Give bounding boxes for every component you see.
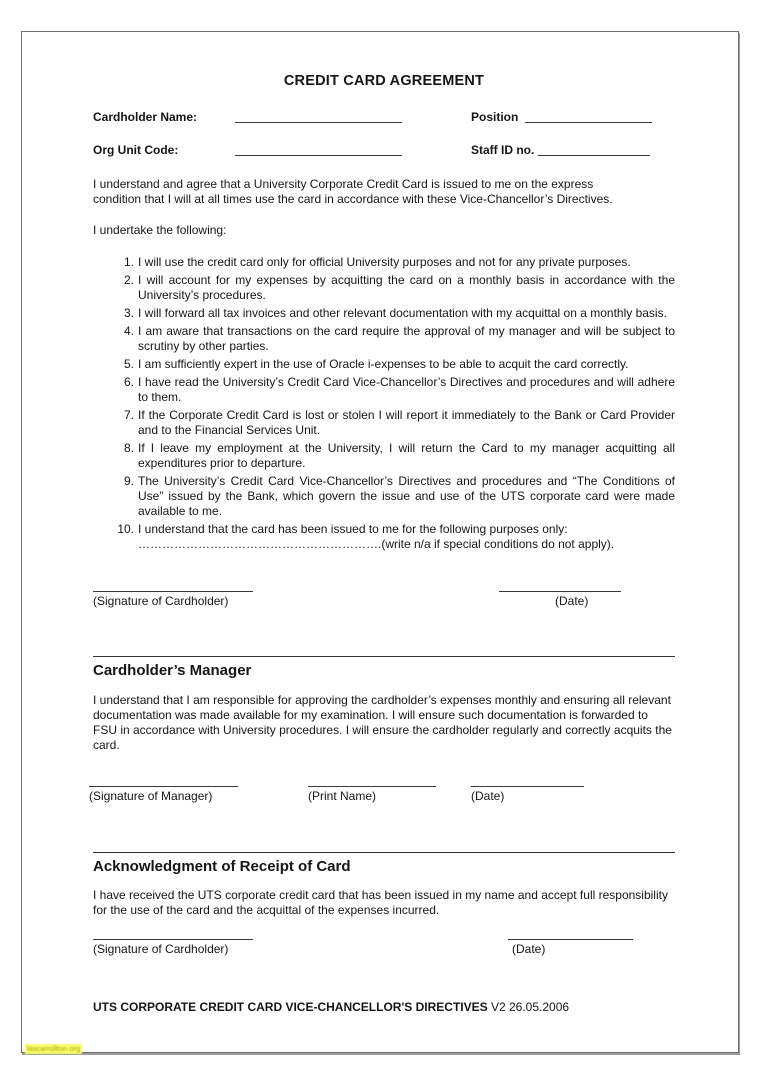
list-item-text: I will use the credit card only for official University purposes and not for any private purposes. xyxy=(138,255,631,269)
list-item xyxy=(93,408,675,438)
header-field-row-2 xyxy=(93,141,675,158)
list-item-text: I will forward all tax invoices and other relevant documentation with my acquittal on a monthly basis. xyxy=(138,306,667,320)
date-block xyxy=(471,779,584,804)
list-item xyxy=(93,255,675,270)
date-line xyxy=(508,932,633,940)
print-name-label: (Print Name) xyxy=(308,789,377,803)
cardholder-signature-block xyxy=(93,584,253,609)
list-item-text: I am aware that transactions on the card require the approval of my manager and will be subject to scrutiny by other parties. xyxy=(138,324,675,353)
signature-of-manager-label: (Signature of Manager) xyxy=(89,789,213,803)
list-item-text: If the Corporate Credit Card is lost or stolen I will report it immediately to the Bank or Card Provider and to the Financial Services Unit. xyxy=(138,408,675,437)
acknowledgment-section xyxy=(93,852,675,957)
list-item-number: 4. xyxy=(123,324,134,338)
manager-signature-row xyxy=(89,779,675,804)
list-item-number: 3. xyxy=(123,306,134,320)
position-field-line xyxy=(525,122,652,123)
document-footer xyxy=(93,1000,675,1015)
manager-section xyxy=(89,656,675,804)
cardholder-name-label: Cardholder Name: xyxy=(93,110,198,124)
list-item-number: 10. xyxy=(117,522,134,536)
list-item-number: 6. xyxy=(123,375,134,389)
date-line xyxy=(471,779,584,787)
date-line xyxy=(499,584,621,592)
date-block xyxy=(499,584,621,609)
list-item xyxy=(93,324,675,354)
list-item xyxy=(93,474,675,519)
footer-directive-title: UTS CORPORATE CREDIT CARD VICE-CHANCELLOR'S DIRECTIVES xyxy=(93,1000,488,1014)
undertakings-list xyxy=(93,255,675,552)
org-unit-code-label: Org Unit Code: xyxy=(93,143,179,157)
special-conditions-dotted-line: …………………………………………………….(write n/a if special conditions do not apply). xyxy=(138,537,615,551)
list-item-text: I understand that the card has been issued to me for the following purposes only: xyxy=(138,522,568,536)
acknowledgment-signature-row xyxy=(93,932,675,957)
list-item-text: I have read the University’s Credit Card Vice-Chancellor’s Directives and procedures and will adhere to them. xyxy=(138,375,675,404)
cardholder-name-field-line xyxy=(235,122,402,123)
staff-id-field-line xyxy=(538,155,650,156)
acknowledgment-section-heading: Acknowledgment of Receipt of Card xyxy=(93,858,351,875)
list-item xyxy=(93,375,675,405)
list-item xyxy=(93,306,675,321)
print-name-block xyxy=(308,779,436,804)
document-page xyxy=(21,31,739,1053)
undertake-lead-in: I undertake the following: xyxy=(93,223,227,237)
signature-line xyxy=(93,584,253,592)
cardholder-signature-row xyxy=(93,584,675,609)
agreement-paragraph: I understand and agree that a University Corporate Credit Card is issued to me on the express condition that I will at all times use the card in accordance with these Vice-Chancellor’s Directives. xyxy=(93,177,613,206)
manager-section-body: I understand that I am responsible for approving the cardholder’s expenses monthly and ensuring all relevant documentation was made available for my examination. I will ensure such documentation is forwarded to FSU in accordance with University procedures. I will ensure the cardholder regularly and correctly acquits the card. xyxy=(93,693,672,752)
list-item xyxy=(93,441,675,471)
footer-version: V2 26.05.2006 xyxy=(487,1000,570,1014)
list-item xyxy=(93,357,675,372)
site-watermark: lascarrollton.org xyxy=(27,1044,81,1053)
list-item-text: If I leave my employment at the University, I will return the Card to my manager acquitting all expenditures prior to departure. xyxy=(138,441,675,470)
cardholder-signature-block xyxy=(93,932,253,957)
signature-line xyxy=(93,932,253,940)
page-title: CREDIT CARD AGREEMENT xyxy=(283,73,485,89)
date-label: (Date) xyxy=(512,942,546,956)
list-item-text: The University’s Credit Card Vice-Chancellor’s Directives and procedures and “The Conditions of Use” issued by the Bank, which govern the issue and use of the UTS corporate card were made available to me. xyxy=(138,474,675,518)
org-unit-code-field-line xyxy=(235,155,402,156)
signature-of-cardholder-label: (Signature of Cardholder) xyxy=(93,594,229,608)
list-item-text: I am sufficiently expert in the use of Oracle i-expenses to be able to acquit the card correctly. xyxy=(138,357,629,371)
date-label: (Date) xyxy=(471,789,505,803)
date-block xyxy=(508,932,633,957)
list-item-number: 1. xyxy=(123,255,134,269)
staff-id-label: Staff ID no. xyxy=(471,143,535,157)
list-item-number: 5. xyxy=(123,357,134,371)
manager-section-heading: Cardholder’s Manager xyxy=(93,662,252,679)
manager-signature-block xyxy=(89,779,238,804)
header-field-row-1 xyxy=(93,108,675,125)
list-item-number: 7. xyxy=(123,408,134,422)
date-label: (Date) xyxy=(555,594,589,608)
signature-of-cardholder-label: (Signature of Cardholder) xyxy=(93,942,229,956)
list-item xyxy=(93,273,675,303)
acknowledgment-section-body: I have received the UTS corporate credit card that has been issued in my name and accept full responsibility for the use of the card and the acquittal of the expenses incurred. xyxy=(93,888,668,917)
list-item xyxy=(93,522,675,552)
position-label: Position xyxy=(471,110,519,124)
list-item-number: 2. xyxy=(123,273,134,287)
list-item-text: I will account for my expenses by acquitting the card on a monthly basis in accordance with the University’s procedures. xyxy=(138,273,675,302)
print-name-line xyxy=(308,779,436,787)
list-item-number: 8. xyxy=(123,441,134,455)
list-item-number: 9. xyxy=(123,474,134,488)
signature-line xyxy=(89,779,238,787)
